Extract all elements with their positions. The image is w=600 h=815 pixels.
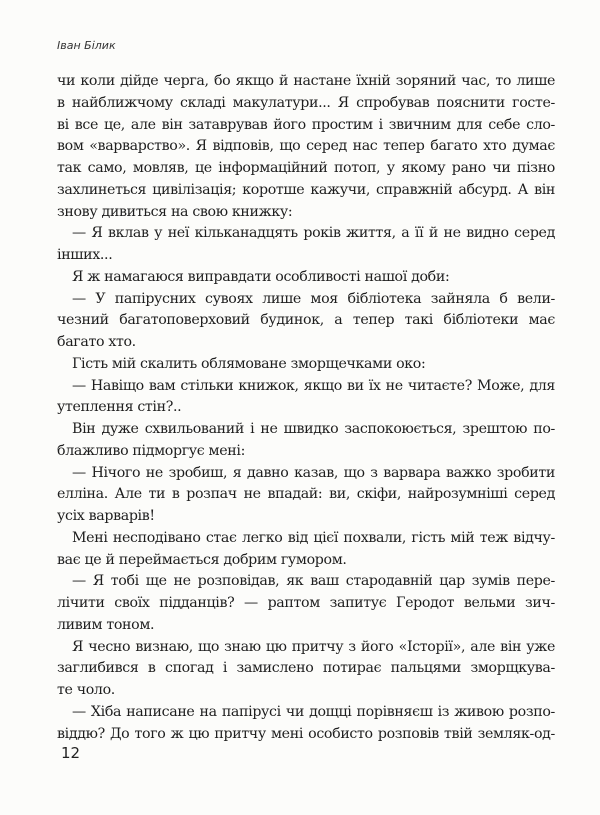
page-number: 12 xyxy=(61,744,81,762)
text-line: — Нічого не зробиш, я давно казав, що з варвара важко зробити xyxy=(72,464,555,481)
text-line: блажливо підморгує мені: xyxy=(57,442,246,459)
text-line: заглибився в спогад і замислено потирає пальцями зморщкува- xyxy=(57,660,555,677)
text-line: багато хто. xyxy=(57,334,136,350)
text-line: в найближчому складі макулатури... Я спробував пояснити госте- xyxy=(57,94,555,111)
text-line: утеплення стін?.. xyxy=(57,399,182,416)
text-line: — Я вклав у неї кільканадцять років життя, а її й не видно серед xyxy=(72,225,555,242)
text-line: — Навіщо вам стільки книжок, якщо ви їх не читаєте? Може, для xyxy=(72,377,555,394)
text-line: те чоло. xyxy=(57,682,115,698)
text-line: інших... xyxy=(57,247,113,263)
text-line: ливим тоном. xyxy=(57,616,155,633)
text-line: Я ж намагаюся виправдати особливості нашої доби: xyxy=(72,268,450,285)
text-line: усіх варварів! xyxy=(57,508,155,524)
text-line: — Хіба написане на папірусі чи дощці порівняєш із живою розпо- xyxy=(72,703,555,720)
text-line: віддю? До того ж цю притчу мені особисто розповів твій земляк-од- xyxy=(57,725,555,742)
text-line: — Я тобі ще не розповідав, як ваш стародавній цар зумів пере- xyxy=(72,573,555,590)
text-line: Я чесно визнаю, що знаю цю притчу з його «Історії», але він уже xyxy=(72,638,555,655)
text-line: Мені несподівано стає легко від цієї похвали, гість мій теж відчу- xyxy=(72,529,555,546)
text-line: елліна. Але ти в розпач не впадай: ви, скіфи, найрозумніші серед xyxy=(57,486,555,503)
running-header-author: Іван Білик xyxy=(57,39,116,52)
text-line: — У папірусних сувоях лише моя бібліотека зайняла б вели- xyxy=(72,290,555,307)
text-line: знову дивиться на свою книжку: xyxy=(57,203,293,220)
text-line: чезний багатоповерховий будинок, а тепер такі бібліотеки має xyxy=(57,312,555,329)
text-line: ває це й переймається добрим гумором. xyxy=(57,551,347,568)
text-line: лічити своїх підданців? — раптом запитує Геродот вельми зич- xyxy=(57,595,555,611)
text-line: так само, мовляв, це інформаційний потоп, у якому рано чи пізно xyxy=(57,160,555,176)
text-line: чи коли дійде черга, бо якщо й настане їхній зоряний час, то лише xyxy=(57,73,555,89)
text-line: ві все це, але він затаврував його простим і звичним для себе сло- xyxy=(57,116,555,133)
text-line: Гість мій скалить облямоване зморщечками око: xyxy=(72,355,426,372)
text-line: захлинеться цивілізація; коротше кажучи, справжній абсурд. А він xyxy=(57,181,555,198)
text-line: Він дуже схвильований і не швидко заспокоюється, зрештою по- xyxy=(72,421,555,437)
body-text xyxy=(57,71,555,745)
text-line: вом «варварство». Я відповів, що серед нас тепер багато хто думає xyxy=(57,138,555,155)
